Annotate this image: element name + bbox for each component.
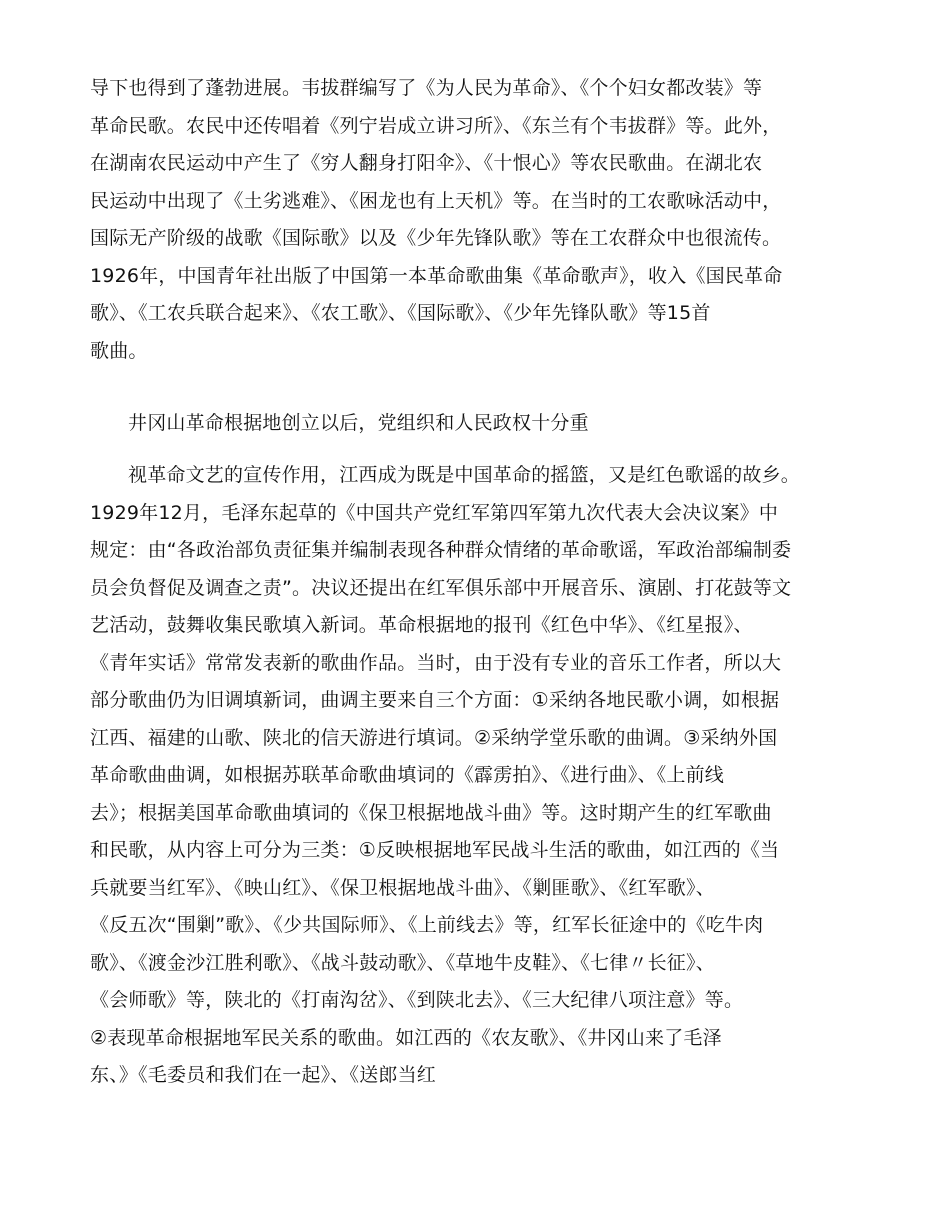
text-line: 革命民歌。农民中还传唱着《列宁岩成立讲习所》、《东兰有个韦拔群》等。此外， [90, 114, 782, 137]
text-line: 导下也得到了蓬勃进展。韦拔群编写了《为人民为革命》、《个个妇女都改装》等 [90, 77, 763, 99]
text-line: ②表现革命根据地军民关系的歌曲。如江西的《农友歌》、《井冈山来了毛泽 [90, 1026, 722, 1049]
paragraph-3 [90, 457, 870, 1095]
paragraph-2 [90, 405, 870, 443]
text-line: 兵就要当红军》、《映山红》、《保卫根据地战斗曲》、《剿匪歌》、《红军歌》、 [90, 876, 715, 899]
text-line: 规定：由“各政治部负责征集并编制表现各种群众情绪的革命歌谣，军政治部编制委 [90, 539, 792, 561]
text-line: 歌》、《工农兵联合起来》、《农工歌》、《国际歌》、《少年先锋队歌》等15首 [90, 302, 711, 324]
text-line: 歌曲。 [90, 339, 148, 362]
text-line: 员会负督促及调查之责”。决议还提出在红军俱乐部中开展音乐、演剧、打花鼓等文 [90, 576, 792, 599]
text-line: 和民歌，从内容上可分为三类：①反映根据地军民战斗生活的歌曲，如江西的《当 [90, 839, 780, 861]
text-line: 部分歌曲仍为旧调填新词，曲调主要来自三个方面：①采纳各地民歌小调，如根据 [90, 689, 780, 711]
text-line: 江西、福建的山歌、陕北的信天游进行填词。②采纳学堂乐歌的曲调。③采纳外国 [90, 726, 778, 749]
text-line: 视革命文艺的宣传作用，江西成为既是中国革命的摇篮，又是红色歌谣的故乡。 [128, 464, 801, 486]
text-line: 歌》、《渡金沙江胜利歌》、《战斗鼓动歌》、《草地牛皮鞋》、《七律〃长征》、 [90, 951, 715, 974]
text-line: 去》；根据美国革命歌曲填词的《保卫根据地战斗曲》等。这时期产生的红军歌曲 [90, 801, 772, 824]
text-line: 革命歌曲曲调，如根据苏联革命歌曲填词的《霹雳拍》、《进行曲》、《上前线 [90, 764, 725, 786]
text-line: 在湖南农民运动中产生了《穷人翻身打阳伞》、《十恨心》等农民歌曲。在湖北农 [90, 152, 763, 174]
text-line: 民运动中出现了《土劣逃难》、《困龙也有上天机》等。在当时的工农歌咏活动中， [90, 189, 782, 212]
paragraph-1 [90, 70, 870, 370]
text-line: 1926年，中国青年社出版了中国第一本革命歌曲集《革命歌声》，收入《国民革命 [90, 264, 783, 287]
text-line: 《青年实话》常常发表新的歌曲作品。当时，由于没有专业的音乐工作者，所以大 [90, 651, 782, 674]
text-line: 1929年12月，毛泽东起草的《中国共产党红军第四军第九次代表大会决议案》中 [90, 501, 779, 524]
text-line: 井冈山革命根据地创立以后，党组织和人民政权十分重 [128, 412, 589, 434]
text-line: 《反五次“围剿”歌》、《少共国际师》、《上前线去》等，红军长征途中的《吃牛肉 [90, 914, 764, 936]
text-line: 国际无产阶级的战歌《国际歌》以及《少年先锋队歌》等在工农群众中也很流传。 [90, 227, 782, 249]
text-line: 东、》《毛委员和我们在一起》、《送郎当红 [90, 1064, 437, 1086]
text-line: 《会师歌》等，陕北的《打南沟岔》、《到陕北去》、《三大纪律八项注意》等。 [90, 989, 744, 1011]
text-line: 艺活动，鼓舞收集民歌填入新词。革命根据地的报刊《红色中华》、《红星报》、 [90, 614, 753, 636]
